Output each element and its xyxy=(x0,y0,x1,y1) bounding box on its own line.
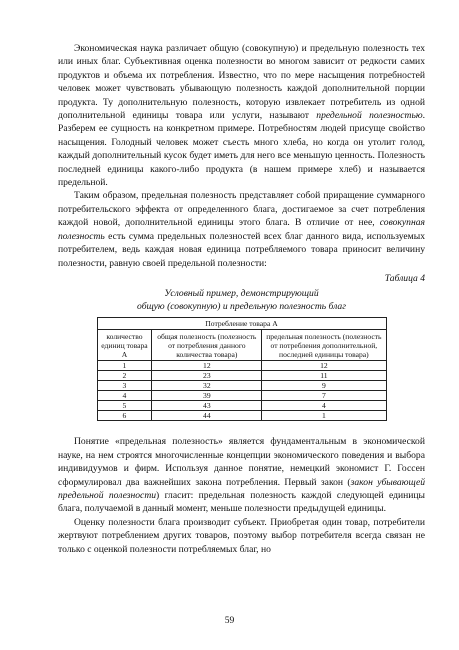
paragraph-2 xyxy=(58,189,425,269)
cell-marginal-utility: 4 xyxy=(262,401,386,411)
cell-quantity: 3 xyxy=(97,381,152,391)
cell-marginal-utility: 7 xyxy=(262,391,386,401)
cell-total-utility: 44 xyxy=(152,411,262,421)
paragraph-1-text-b: . Разберем ее сущность на конкретном примере. Потребностям людей присуще свойство насыщения. Голодный человек может съесть много хлеба, но когда он утолит голод, каждый дополнительный кусок будет иметь для него все меньшую ценность. Полезность последней единицы какого-либо продукта (в нашем примере хлеб) и называется предельной. xyxy=(58,110,425,189)
cell-marginal-utility: 12 xyxy=(262,361,386,371)
table-row xyxy=(97,401,386,411)
table-caption-line-1: Условный пример, демонстрирующий xyxy=(164,288,319,300)
table-caption xyxy=(58,287,425,313)
paragraph-4-text-a: Оценку полезности блага производит субъект. Приобретая один товар, потребители жертвуют потреблением других товаров, поэтому выбор потребителя всегда связан не только с оценкой полезности потребляемых благ, но xyxy=(58,516,425,555)
table-group-header: Потребление товара А xyxy=(97,318,386,330)
column-header-quantity: количество единиц товара А xyxy=(97,330,152,361)
utility-table xyxy=(97,317,387,421)
cell-marginal-utility: 11 xyxy=(262,371,386,381)
term-total-utility: совокупная полезность xyxy=(58,217,425,242)
cell-marginal-utility: 9 xyxy=(262,381,386,391)
cell-total-utility: 39 xyxy=(152,391,262,401)
cell-quantity: 5 xyxy=(97,401,152,411)
term-marginal-utility: предельной полезностью xyxy=(316,110,423,122)
table-label: Таблица 4 xyxy=(384,272,425,284)
paragraph-1 xyxy=(58,42,425,189)
cell-total-utility: 23 xyxy=(152,371,262,381)
paragraph-1-text-a: Экономическая наука различает общую (совокупную) и предельную полезность тех или иных благ. Субъективная оценка полезности во многом зависит от редкости самих продуктов и объема их потребления. Известно, что по мере насыщения потребностей человек может чувствовать убывающую полезность каждой дополнительной порции продукта. Ту дополнительную полезность, которую извлекает потребитель из одной дополнительной единицы товара или услуги, называют xyxy=(58,43,425,122)
page-number: 59 xyxy=(224,615,235,626)
cell-quantity: 2 xyxy=(97,371,152,381)
paragraph-2-text-a: Таким образом, предельная полезность представляет собой приращение суммарного потребительского эффекта от определенного блага, достигаемое за счет потребления каждой новой, дополнительной единицы этого блага. В отличие от нее, xyxy=(58,190,425,229)
paragraph-3-text-b: ) гласит: предельная полезность каждой следующей единицы блага, получаемой в данный момент, меньше полезности предыдущей единицы. xyxy=(58,489,425,515)
paragraph-3-text-a: Понятие «предельная полезность» является фундаментальным в экономической науке, на нем строятся многочисленные концепции экономического поведения и выбора индивидуумов и фирм. Используя данное понятие, немецкий экономист Г. Госсен сформулировал два важнейших закона потребления. Первый закон ( xyxy=(58,436,425,488)
cell-quantity: 6 xyxy=(97,411,152,421)
term-law-of-diminishing-marginal-utility: закон убывающей предельной полезности xyxy=(58,476,425,501)
paragraph-3 xyxy=(58,435,425,515)
cell-quantity: 1 xyxy=(97,361,152,371)
cell-marginal-utility: 1 xyxy=(262,411,386,421)
paragraph-2-text-b: есть сумма предельных полезностей всех благ данного вида, используемых потребителем, ведь каждая новая единица потребляемого товара приносит величину полезности, равную своей предельной полезности: xyxy=(58,230,425,269)
table-row xyxy=(97,411,386,421)
table-column-header-row xyxy=(97,330,386,361)
table-row xyxy=(97,391,386,401)
table-group-header-row xyxy=(97,318,386,330)
cell-total-utility: 12 xyxy=(152,361,262,371)
column-header-marginal-utility: предельная полезность (полезность от потребления дополнительной, последней единицы товара) xyxy=(262,330,386,361)
table-row xyxy=(97,361,386,371)
table-row xyxy=(97,381,386,391)
cell-quantity: 4 xyxy=(97,391,152,401)
cell-total-utility: 32 xyxy=(152,381,262,391)
table-caption-line-2: общую (совокупную) и предельную полезность благ xyxy=(137,301,346,313)
paragraph-4 xyxy=(58,516,425,556)
table-row xyxy=(97,371,386,381)
column-header-total-utility: общая полезность (полезность от потребления данного количества товара) xyxy=(152,330,262,361)
cell-total-utility: 43 xyxy=(152,401,262,411)
